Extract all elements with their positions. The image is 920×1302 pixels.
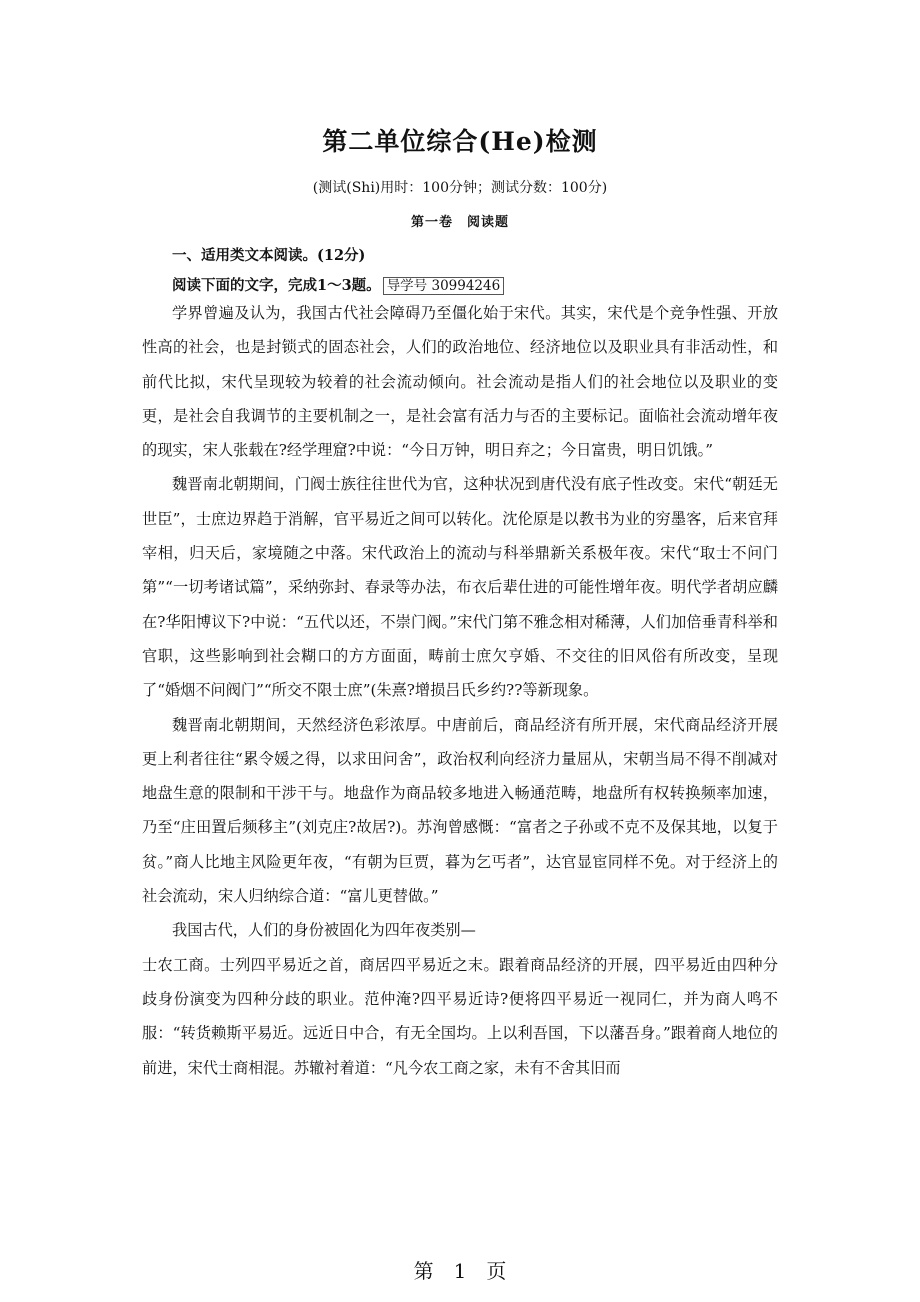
page-number: 第 1 页	[413, 1259, 507, 1283]
exam-info: (测试(Shi)用时：100分钟；测试分数：100分)	[312, 180, 608, 196]
paragraph: 魏晋南北朝期间，天然经济色彩浓厚。中唐前后，商品经济有所开展，宋代商品经济开展更上利者往往“累令媛之得，以求田问舍”，政治权利向经济力量屈从，宋朝当局不得不削减对地盘生意的限制和干涉干与。地盘作为商品较多地进入畅通范畴，地盘所有权转换频率加速，乃至“庄田置后频移主”(刘克庄?故居?)。苏洵曾感慨：“富者之子孙或不克不及保其地，以复于贫。”商人比地主风险更年夜，“有朝为巨贾，暮为乞丐者”，达官显宦同样不免。对于经济上的社会流动，宋人归纳综合道：“富儿更替做。”	[142, 715, 778, 906]
section-heading	[172, 244, 365, 265]
instruction-tag: 导学号 30994246	[383, 277, 505, 295]
instruction-line	[172, 274, 504, 295]
paragraph: 士农工商。士列四平易近之首，商居四平易近之末。跟着商品经济的开展，四平易近由四种分歧身份演变为四种分歧的职业。范仲淹?四平易近诗?便将四平易近一视同仁，并为商人鸣不服：“转货赖斯平易近。远近日中合，有无全国均。上以利吾国，下以藩吾身。”跟着商人地位的前进，宋代士商相混。苏辙衬着道：“凡今农工商之家，未有不舍其旧而	[142, 955, 778, 1077]
part-label: 第一卷 阅读题	[410, 215, 509, 230]
paragraph: 学界曾遍及认为，我国古代社会障碍乃至僵化始于宋代。其实，宋代是个竞争性强、开放性高的社会，也是封锁式的固态社会，人们的政治地位、经济地位以及职业具有非活动性，和前代比拟，宋代呈现较为较着的社会流动倾向。社会流动是指人们的社会地位以及职业的变更，是社会自我调节的主要机制之一，是社会富有活力与否的主要标记。面临社会流动增年夜的现实，宋人张载在?经学理窟?中说：“今日万钟，明日弃之；今日富贵，明日饥饿。”	[142, 304, 778, 460]
instruction-text: 阅读下面的文字，完成1～3题。	[172, 277, 381, 294]
paragraph: 我国古代，人们的身份被固化为四年夜类别—	[172, 921, 476, 940]
paragraph: 魏晋南北朝期间，门阀士族往往世代为官，这种状况到唐代没有底子性改变。宋代“朝廷无世臣”，士庶边界趋于消解，官平易近之间可以转化。沈伦原是以教书为业的穷墨客，后来官拜宰相，归天后，家境随之中落。宋代政治上的流动与科举鼎新关系极年夜。宋代“取士不问门第”“一切考诸试篇”，采纳弥封、春录等办法，布衣后辈仕进的可能性增年夜。明代学者胡应麟在?华阳博议下?中说：“五代以还，不崇门阀。”宋代门第不雅念相对稀薄，人们加倍垂青科举和官职，这些影响到社会糊口的方方面面，畴前士庶欠亨婚、不交往的旧风俗有所改变，呈现了“婚烟不问阀门”“所交不限士庶”(朱熹?增损吕氏乡约??等新现象。	[142, 475, 778, 700]
article-body	[142, 296, 778, 1085]
section-heading-text: 一、适用类文本阅读。(12分)	[172, 247, 366, 264]
document-title: 第二单位综合(He)检测	[322, 127, 598, 156]
